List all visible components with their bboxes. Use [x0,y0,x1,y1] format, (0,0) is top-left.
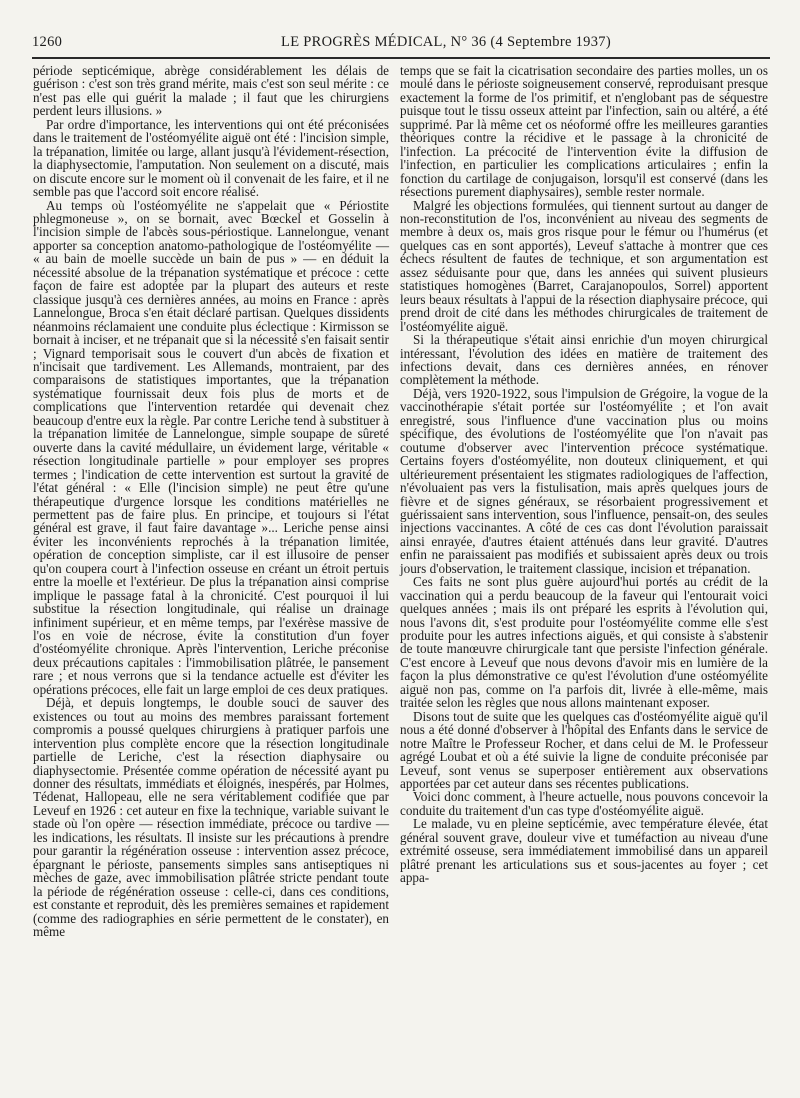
paragraph: Par ordre d'importance, les interventions qui ont été préconisées dans le traitement de l'ostéomyélite aiguë ont été : l'incision simple, la trépanation, limitée ou large, allant jusqu'à l'évidement-résection, la diaphysectomie, l'amputation. Non seulement on a discuté, mais on discute encore sur le moment où il convenait de les faire, et il ne semble pas que l'accord soit encore réalisé. [33,116,389,200]
running-header [32,34,770,54]
paragraph: période septicémique, abrège considérablement les délais de guérison : c'est son très grand mérite, mais c'est son seul mérite : ce n'est pas elle qui guérit la malade ; il faut que les chirurgiens perdent leurs illusions. » [33,63,389,119]
paragraph: Si la thérapeutique s'était ainsi enrichie d'un moyen chirurgical intéressant, l'évolution des idées en matière de traitement des infections devait, dans ces dernières années, en rénover complètement la méthode. [400,332,768,388]
right-column [400,64,768,885]
header-rule [32,57,770,59]
paragraph: Malgré les objections formulées, qui tiennent surtout au danger de non-reconstitution de l'os, inconvénient au niveau des segments de membre à deux os, mais gros risque pour le fémur ou l'humérus (et quelques cas en sont apportés), Leveuf s'attache à montrer que ces échecs résultent de fautes de technique, et son argumentation est assez séduisante pour que, dans les années qui suivent plusieurs statistiques homogènes (Barret, Carajanopoulos, Sorrel) apportent leurs beaux résultats à l'appui de la résection diaphysaire précoce, qui prend droit de cité dans les méthodes chirurgicales de traitement de l'ostéomyélite aiguë. [400,197,768,334]
paragraph: Le malade, vu en pleine septicémie, avec température élevée, état général souvent grave, douleur vive et tuméfaction au niveau d'une extrémité osseuse, sera immédiatement immobilisé dans un appareil plâtré prenant les articulations sus et sous-jacentes au foyer ; cet appa- [400,816,768,886]
left-column [33,64,389,938]
paragraph: Disons tout de suite que les quelques cas d'ostéomyélite aiguë qu'il nous a été donné d'observer à l'hôpital des Enfants dans le service de notre Maître le Professeur Rocher, et dans celui de M. le Professeur agrégé Loubat et où a été suivie la ligne de conduite préconisée par Leveuf, sont venus se superposer entièrement aux observations apportées par cet auteur dans ses récentes publications. [400,708,768,792]
paragraph: Ces faits ne sont plus guère aujourd'hui portés au crédit de la vaccination qui a perdu beaucoup de la faveur qui l'entourait voici quelques années ; mais ils ont préparé les esprits à l'évolution qui, nous l'avons dit, s'est produite pour l'ostéomyélite comme elle s'est produite pour les autres infections aiguës, et qui consiste à s'abstenir de toute manœuvre chirurgicale tant que persiste l'infection générale. C'est encore à Leveuf que nous devons d'avoir mis en lumière de la façon la plus démonstrative ce qu'est l'évolution d'une ostéomyélite aiguë non pas, comme on l'a parfois dit, livrée à elle-même, mais traitée selon les règles que nous allons maintenant exposer. [400,574,768,711]
paragraph: Au temps où l'ostéomyélite ne s'appelait que « Périostite phlegmoneuse », on se bornait, avec Bœckel et Gosselin à l'incision simple de l'abcès sous-périostique. Lannelongue, venant apporter sa conception anatomo-pathologique de l'ostéomyélite — « au bain de moelle succède un bain de pus » — en déduit la nécessité absolue de la trépanation systématique et précoce : cette façon de faire est adoptée par la plupart des auteurs et reste classique jusqu'à ces dernières années, au moins en France : après Lannelongue, Broca s'en était déclaré partisan. Quelques dissidents néanmoins réclamaient une conduite plus éclectique : Kirmisson se bornait à inciser, et ne trépanait que si la nécessité s'en faisait sentir ; Vignard temporisait sous le couvert d'un abcès de fixation et n'incisait que tardivement. Les Allemands, montraient, par des comparaisons de statistiques importantes, que la trépanation systématique fournissait deux fois plus de morts et de complications que l'intervention retardée qui devenait chez beaucoup d'entre eux la règle. Par contre Leriche tend à substituer à la trépanation limitée de Lannelongue, simple soupape de sûreté ouverte dans la cavité médullaire, un évidement large, véritable « résection longitudinale partielle » pour employer ses propres termes ; l'indication de cette intervention est surtout la gravité de l'état général : « Elle (l'incision simple) ne peut être qu'une thérapeutique d'urgence lorsque les conditions matérielles ne permettent pas de faire plus. En principe, et toujours si l'état général est grave, il faut faire davantage »... Leriche pense ainsi éviter les inconvénients reprochés à la trépanation limitée, opération de conception simpliste, car il est illusoire de penser qu'on coupera court à l'infection osseuse en créant un étroit pertuis entre la moelle et l'extérieur. De plus la trépanation ainsi comprise implique le passage fatal à la chronicité. C'est pourquoi il lui substitue la résection longitudinale, qui réalise un drainage infiniment supérieur, et en même temps, par l'exérèse massive de l'os en voie de nécrose, évite la constitution d'un foyer d'ostéomyélite chronique. Après l'intervention, Leriche préconise deux précautions capitales : l'immobilisation plâtrée, le pansement rare ; et nous verrons que si la tendance actuelle est d'éviter les opérations précoces, elle fait un large emploi de ces deux pratiques. [33,197,389,697]
paragraph: temps que se fait la cicatrisation secondaire des parties molles, un os moulé dans le périoste soigneusement conservé, reproduisant presque exactement la forme de l'os primitif, et n'englobant pas de séquestre puisque tout le tissu osseux atteint par l'infection, sain ou altéré, a été supprimé. Par là même cet os néoformé offre les meilleures garanties théoriques contre la récidive et le passage à la chronicité de l'infection. La précocité de l'intervention évite la diffusion de l'infection, en particulier les complications articulaires ; enfin la fonction du cartilage de conjugaison, lorsqu'il est conservé (dans les résections purement diaphysaires), semble rester normale. [400,63,768,200]
page-number: 1260 [32,34,63,50]
running-head-title: LE PROGRÈS MÉDICAL, N° 36 (4 Septembre 1937) [281,34,611,50]
paragraph: Déjà, et depuis longtemps, le double souci de sauver des existences ou tout au moins des membres paraissant fortement compromis a poussé quelques chirurgiens à pratiquer parfois une intervention plus complète encore que la résection longitudinale partielle de Leriche, c'est la résection diaphysaire ou diaphysectomie. Présentée comme opération de nécessité ayant pu donner des résultats, immédiats et éloignés, inespérés, par Holmes, Tédenat, Hallopeau, elle ne sera véritablement codifiée que par Leveuf en 1926 : cet auteur en fixe la technique, variable suivant le stade où l'on opère — résection immédiate, précoce ou tardive — les indications, les résultats. Il insiste sur les précautions à prendre pour garantir la régénération osseuse : intervention assez précoce, épargnant le périoste, pansements simples sans antiseptiques ni mèches de gaze, avec immobilisation plâtrée stricte pendant toute la période de régénération osseuse : celle-ci, dans ces conditions, est constante et reproduit, dès les premières semaines et rapidement (comme des radiographies en série permettent de le constater), en même [33,695,389,939]
paragraph: Déjà, vers 1920-1922, sous l'impulsion de Grégoire, la vogue de la vaccinothérapie s'était portée sur l'ostéomyélite ; et l'on avait enregistré, sous l'influence d'une vaccination plus ou moins spécifique, des évolutions de l'ostéomyélite que l'on n'avait pas coutume d'observer avec l'intervention précoce systématique. Certains foyers d'ostéomyélite, non douteux cliniquement, et qui ultérieurement présentaient les stigmates radiologiques de l'affection, n'évoluaient pas vers la fistulisation, mais après quelques jours de fièvre et de signes généraux, se résorbaient progressivement et guérissaient sans intervention, sous l'influence, pensait-on, des seules injections vaccinantes. A côté de ces cas dont l'évolution paraissait ainsi enrayée, d'autres étaient atténués dans leur gravité. D'autres enfin ne paraissaient pas modifiés et subissaient après deux ou trois jours d'observation, le traitement classique, incision et trépanation. [400,385,768,576]
paragraph: Voici donc comment, à l'heure actuelle, nous pouvons concevoir la conduite du traitement d'un cas type d'ostéomyélite aiguë. [400,789,768,818]
